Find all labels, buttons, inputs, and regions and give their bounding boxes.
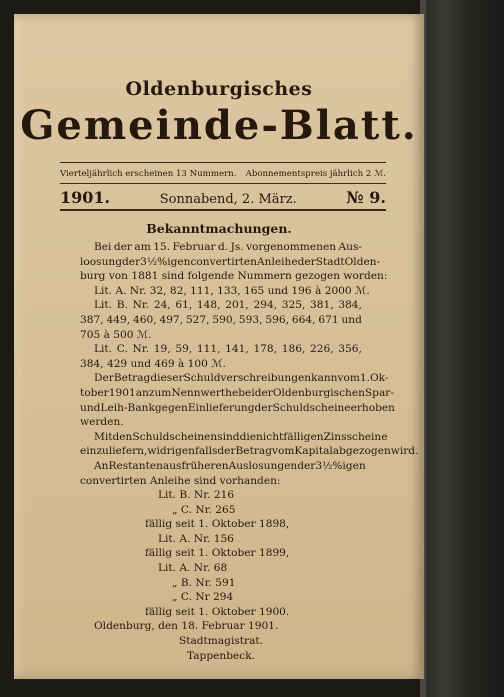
article-line: fällig seit 1. Oktober 1900. bbox=[145, 605, 290, 618]
subscription-line bbox=[60, 169, 386, 179]
subscription-price: Abonnementspreis jährlich 2 ℳ. bbox=[245, 169, 386, 179]
issue-number: № 9. bbox=[346, 188, 386, 207]
article-line: werden. bbox=[80, 416, 124, 429]
book-spine bbox=[420, 0, 504, 697]
article-line: fällig seit 1. Oktober 1899, bbox=[145, 547, 290, 560]
masthead-rule-bottom bbox=[60, 209, 386, 211]
article-line: und Leih-Bank gegen Einlieferung der Schuldscheine erhoben bbox=[80, 401, 395, 414]
article-line: Lit. A. Nr. 156 bbox=[158, 532, 234, 545]
issue-dateline bbox=[60, 188, 386, 207]
article-line: einzuliefern, widrigenfalls der Betrag vom Kapital abgezogen wird. bbox=[80, 445, 419, 458]
masthead-title-line2: Gemeinde-Blatt. bbox=[20, 102, 418, 149]
article-line: fällig seit 1. Oktober 1898, bbox=[145, 518, 290, 531]
article-line: Lit. A. Nr. 32, 82, 111, 133, 165 und 196 à 2000 ℳ. bbox=[94, 284, 370, 297]
article-body bbox=[80, 240, 419, 663]
article-line: Stadtmagistrat. bbox=[178, 635, 264, 648]
article-line: 384, 429 und 469 à 100 ℳ. bbox=[80, 357, 226, 370]
article-line: Oldenburg, den 18. Februar 1901. bbox=[94, 620, 279, 633]
issues-per-quarter: Vierteljährlich erscheinen 13 Nummern. bbox=[60, 169, 237, 179]
masthead-rule-top bbox=[60, 162, 386, 163]
article-line: loosung der 3½ %igen convertirten Anleihe der Stadt Olden- bbox=[80, 255, 381, 268]
article-line: Lit. B. Nr. 24, 61, 148, 201, 294, 325, 381, 384, bbox=[94, 299, 362, 312]
article-line: convertirten Anleihe sind vorhanden: bbox=[80, 474, 281, 487]
masthead-rule-middle bbox=[60, 183, 386, 184]
section-heading: Bekanntmachungen. bbox=[146, 221, 292, 236]
article-line: „ C. Nr 294 bbox=[172, 591, 234, 604]
article-line: An Restanten aus früheren Auslosungen der 3½ %igen bbox=[94, 459, 366, 472]
article-line: Lit. C. Nr. 19, 59, 111, 141, 178, 186, 226, 356, bbox=[94, 343, 362, 356]
article-line: Bei der am 15. Februar d. Js. vorgenommenen Aus- bbox=[94, 241, 362, 253]
masthead-title-line1: Oldenburgisches bbox=[125, 78, 313, 100]
article-line: Mit den Schuldscheinen sind die nicht fälligen Zinsscheine bbox=[94, 430, 388, 443]
article-line: 705 à 500 ℳ. bbox=[80, 328, 152, 341]
article-line: Der Betrag dieser Schuldverschreibungen kann vom 1. Ok- bbox=[94, 372, 389, 385]
article-line: Lit. A. Nr. 68 bbox=[158, 562, 228, 575]
article-line: „ C. Nr. 265 bbox=[172, 503, 236, 516]
article-line: tober 1901 an zum Nennwerthe bei der Oldenburgischen Spar- bbox=[80, 386, 394, 399]
article-line: Lit. B. Nr. 216 bbox=[158, 489, 235, 502]
article-line: Tappenbeck. bbox=[187, 649, 255, 662]
article-line: 387, 449, 460, 497, 527, 590, 593, 596, 664, 671 und bbox=[80, 313, 362, 326]
issue-date: Sonnabend, 2. März. bbox=[159, 192, 297, 207]
article-line: burg von 1881 sind folgende Nummern gezogen worden: bbox=[80, 270, 388, 283]
newspaper-page bbox=[14, 14, 424, 679]
issue-year: 1901. bbox=[60, 188, 111, 207]
article-line: „ B. Nr. 591 bbox=[172, 576, 236, 589]
